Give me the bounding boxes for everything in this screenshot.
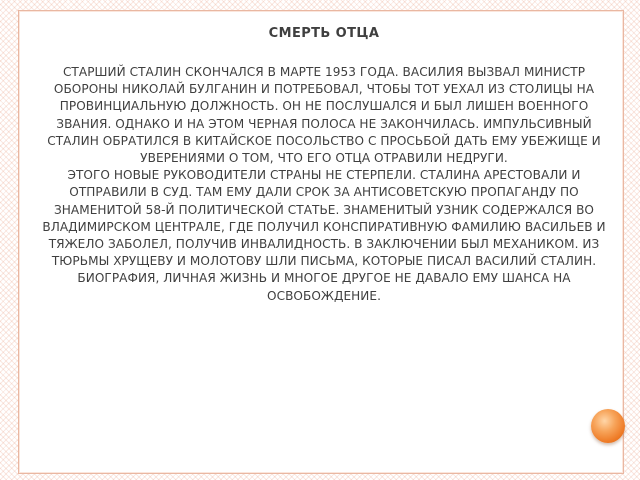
slide-paragraph-1: СТАРШИЙ СТАЛИН СКОНЧАЛСЯ В МАРТЕ 1953 ГОДА. ВАСИЛИЯ ВЫЗВАЛ МИНИСТР ОБОРОНЫ НИКОЛАЙ БУЛГАНИН И ПОТРЕБОВАЛ, ЧТОБЫ ТОТ УЕХАЛ ИЗ СТОЛИЦЫ НА ПРОВИНЦИАЛЬНУЮ ДОЛЖНОСТЬ. ОН НЕ ПОСЛУШАЛСЯ И БЫЛ ЛИШЕН ВОЕННОГО ЗВАНИЯ. ОДНАКО И НА ЭТОМ ЧЕРНАЯ ПОЛОСА НЕ ЗАКОНЧИЛАСЬ. ИМПУЛЬСИВНЫЙ СТАЛИН ОБРАТИЛСЯ В КИТАЙСКОЕ ПОСОЛЬСТВО С ПРОСЬБОЙ ДАТЬ ЕМУ УБЕЖИЩЕ И УВЕРЕНИЯМИ О ТОМ, ЧТО ЕГО ОТЦА ОТРАВИЛИ НЕДРУГИ. [47,65,601,166]
orange-orb-icon [591,409,625,443]
slide-paragraph-2: ЭТОГО НОВЫЕ РУКОВОДИТЕЛИ СТРАНЫ НЕ СТЕРПЕЛИ. СТАЛИНА АРЕСТОВАЛИ И ОТПРАВИЛИ В СУД. ТАМ ЕМУ ДАЛИ СРОК ЗА АНТИСОВЕТСКУЮ ПРОПАГАНДУ ПО ЗНАМЕНИТОЙ 58-Й ПОЛИТИЧЕСКОЙ СТАТЬЕ. ЗНАМЕНИТЫЙ УЗНИК СОДЕРЖАЛСЯ ВО ВЛАДИМИРСКОМ ЦЕНТРАЛЕ, ГДЕ ПОЛУЧИЛ КОНСПИРАТИВНУЮ ФАМИЛИЮ ВАСИЛЬЕВ И ТЯЖЕЛО ЗАБОЛЕЛ, ПОЛУЧИВ ИНВАЛИДНОСТЬ. В ЗАКЛЮЧЕНИИ БЫЛ МЕХАНИКОМ. ИЗ ТЮРЬМЫ ХРУЩЕВУ И МОЛОТОВУ ШЛИ ПИСЬМА, КОТОРЫЕ ПИСАЛ ВАСИЛИЙ СТАЛИН. БИОГРАФИЯ, ЛИЧНАЯ ЖИЗНЬ И МНОГОЕ ДРУГОЕ НЕ ДАВАЛО ЕМУ ШАНСА НА ОСВОБОЖДЕНИЕ. [42,168,606,303]
slide-title: СМЕРТЬ ОТЦА [268,26,380,41]
slide [18,10,624,474]
slide-content [41,23,607,305]
